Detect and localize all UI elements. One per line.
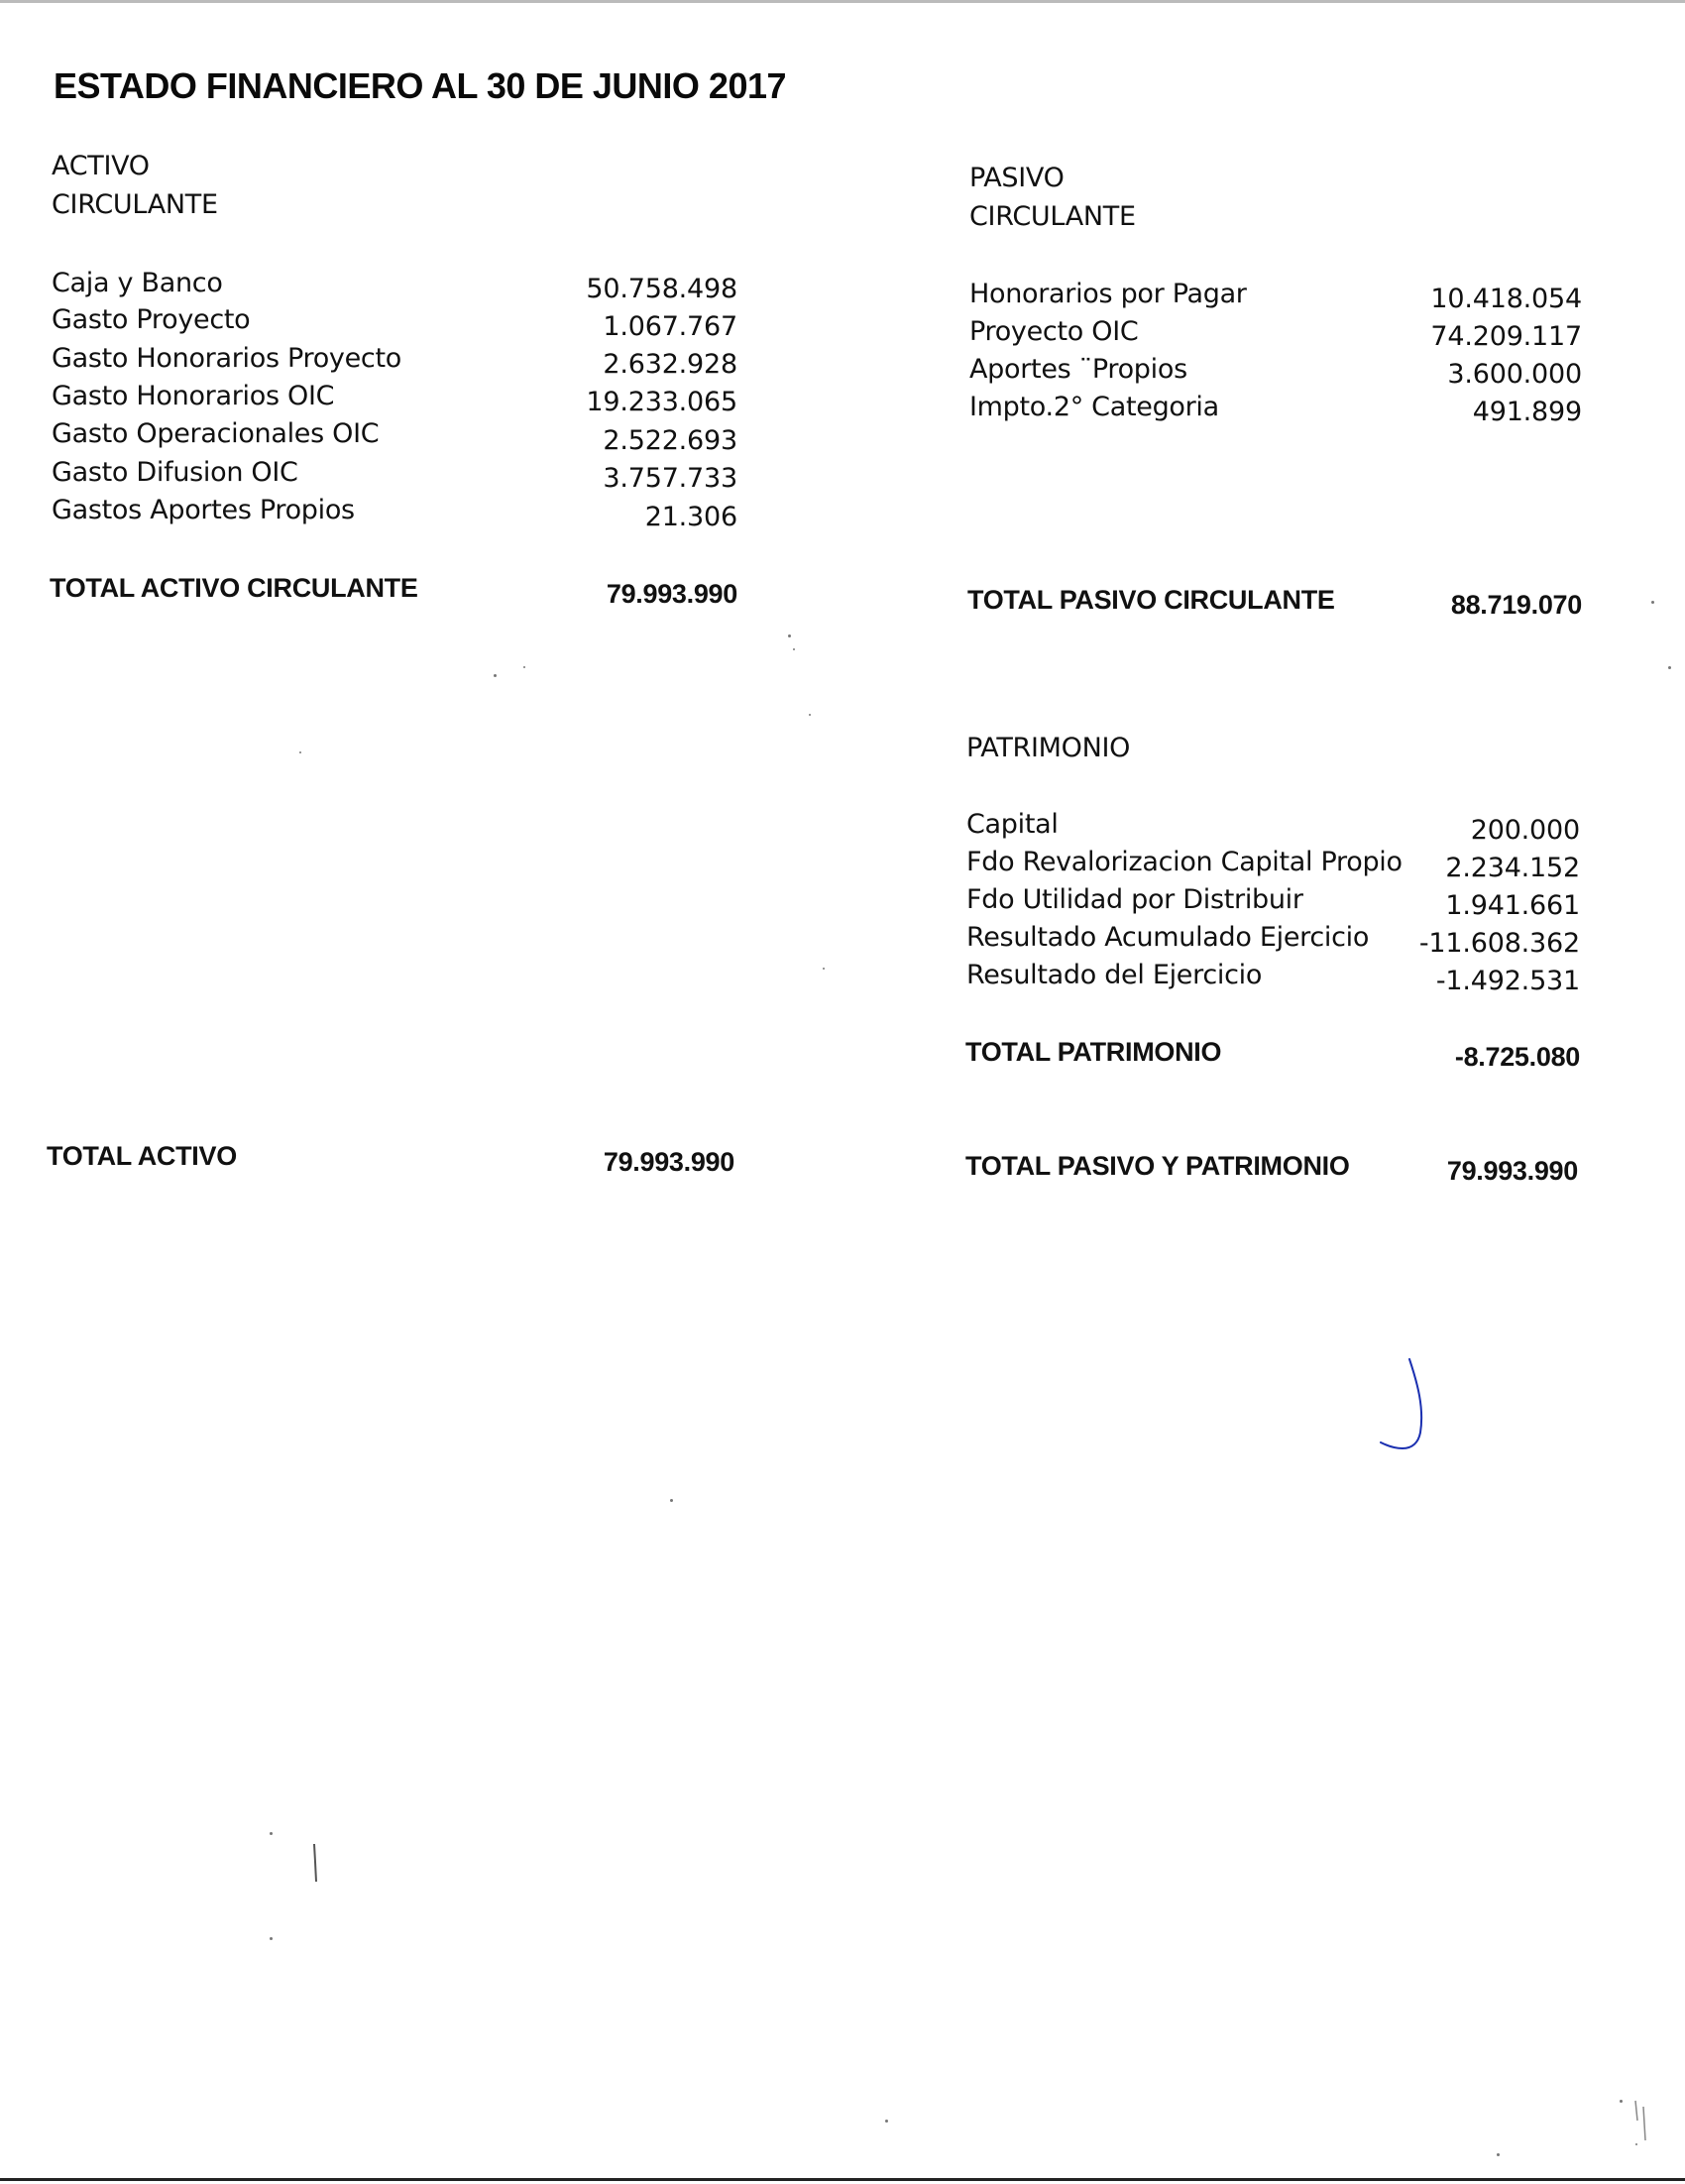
patrimonio-item-label: Resultado Acumulado Ejercicio xyxy=(966,922,1370,953)
pasivo-item-value: 3.600.000 xyxy=(1447,359,1582,390)
scan-bottom-edge xyxy=(0,2178,1685,2181)
scan-speck xyxy=(523,666,525,668)
scan-speck xyxy=(788,634,791,637)
pasivo-item-label: Proyecto OIC xyxy=(969,316,1139,347)
pasivo-item-label: Aportes ¨Propios xyxy=(969,354,1187,385)
total-pasivo-patrimonio-value: 79.993.990 xyxy=(1446,1156,1578,1186)
activo-item-label: Gasto Proyecto xyxy=(52,304,251,335)
pasivo-item-value: 10.418.054 xyxy=(1430,284,1582,314)
document-title: ESTADO FINANCIERO AL 30 DE JUNIO 2017 xyxy=(54,65,787,106)
total-activo-value: 79.993.990 xyxy=(603,1147,734,1177)
activo-item-label: Gastos Aportes Propios xyxy=(52,495,355,525)
pasivo-item-label: Impto.2° Categoria xyxy=(969,392,1219,422)
patrimonio-item-label: Resultado del Ejercicio xyxy=(966,960,1263,990)
scan-speck xyxy=(494,674,497,677)
activo-item-label: Gasto Operacionales OIC xyxy=(52,418,380,449)
patrimonio-item-value: 200.000 xyxy=(1470,815,1580,846)
activo-item-value: 19.233.065 xyxy=(586,387,737,417)
scan-speck xyxy=(885,2120,888,2123)
pasivo-item-value: 491.899 xyxy=(1472,397,1582,427)
scan-speck xyxy=(809,714,811,716)
scan-speck xyxy=(270,1832,273,1835)
pasivo-subheading: CIRCULANTE xyxy=(969,201,1136,232)
scan-top-edge xyxy=(0,0,1685,3)
activo-item-value: 1.067.767 xyxy=(603,311,737,342)
activo-item-label: Gasto Difusion OIC xyxy=(52,457,298,488)
scan-speck xyxy=(1620,2100,1623,2103)
patrimonio-item-label: Fdo Revalorizacion Capital Propio xyxy=(966,847,1403,877)
patrimonio-item-label: Capital xyxy=(966,809,1059,840)
patrimonio-item-label: Fdo Utilidad por Distribuir xyxy=(966,884,1303,915)
patrimonio-item-value: 1.941.661 xyxy=(1445,890,1580,921)
pasivo-item-label: Honorarios por Pagar xyxy=(969,279,1247,309)
activo-total-label: TOTAL ACTIVO CIRCULANTE xyxy=(50,573,418,603)
activo-item-label: Caja y Banco xyxy=(52,268,223,298)
scan-speck xyxy=(270,1937,273,1940)
pasivo-total-value: 88.719.070 xyxy=(1450,590,1582,620)
patrimonio-item-value: -11.608.362 xyxy=(1418,928,1580,959)
activo-item-value: 21.306 xyxy=(644,502,737,532)
patrimonio-total-value: -8.725.080 xyxy=(1454,1042,1580,1072)
scan-speck xyxy=(1497,2153,1500,2156)
pasivo-item-value: 74.209.117 xyxy=(1430,321,1582,352)
scan-speck xyxy=(1651,601,1654,604)
pasivo-heading: PASIVO xyxy=(969,163,1065,193)
activo-subheading: CIRCULANTE xyxy=(52,189,218,220)
pasivo-total-label: TOTAL PASIVO CIRCULANTE xyxy=(967,585,1335,615)
activo-heading: ACTIVO xyxy=(52,151,150,181)
scan-speck xyxy=(1668,666,1671,669)
total-pasivo-patrimonio-label: TOTAL PASIVO Y PATRIMONIO xyxy=(965,1151,1350,1181)
handwritten-pen-mark xyxy=(1373,1353,1452,1472)
scan-speck xyxy=(793,648,795,650)
patrimonio-heading: PATRIMONIO xyxy=(966,733,1131,763)
activo-item-label: Gasto Honorarios OIC xyxy=(52,381,335,411)
activo-item-value: 2.632.928 xyxy=(603,349,737,380)
scan-speck xyxy=(299,751,301,753)
patrimonio-item-value: 2.234.152 xyxy=(1445,853,1580,883)
activo-item-value: 50.758.498 xyxy=(586,274,737,304)
scan-scratch-mark xyxy=(1631,2097,1651,2146)
scan-speck xyxy=(823,968,825,970)
patrimonio-item-value: -1.492.531 xyxy=(1435,966,1580,996)
activo-item-label: Gasto Honorarios Proyecto xyxy=(52,343,401,374)
scan-scratch-mark xyxy=(310,1842,320,1886)
patrimonio-total-label: TOTAL PATRIMONIO xyxy=(965,1037,1222,1067)
activo-item-value: 2.522.693 xyxy=(603,425,737,456)
activo-item-value: 3.757.733 xyxy=(603,463,737,494)
scan-speck xyxy=(670,1499,673,1502)
total-activo-label: TOTAL ACTIVO xyxy=(47,1141,237,1171)
activo-total-value: 79.993.990 xyxy=(606,579,737,609)
